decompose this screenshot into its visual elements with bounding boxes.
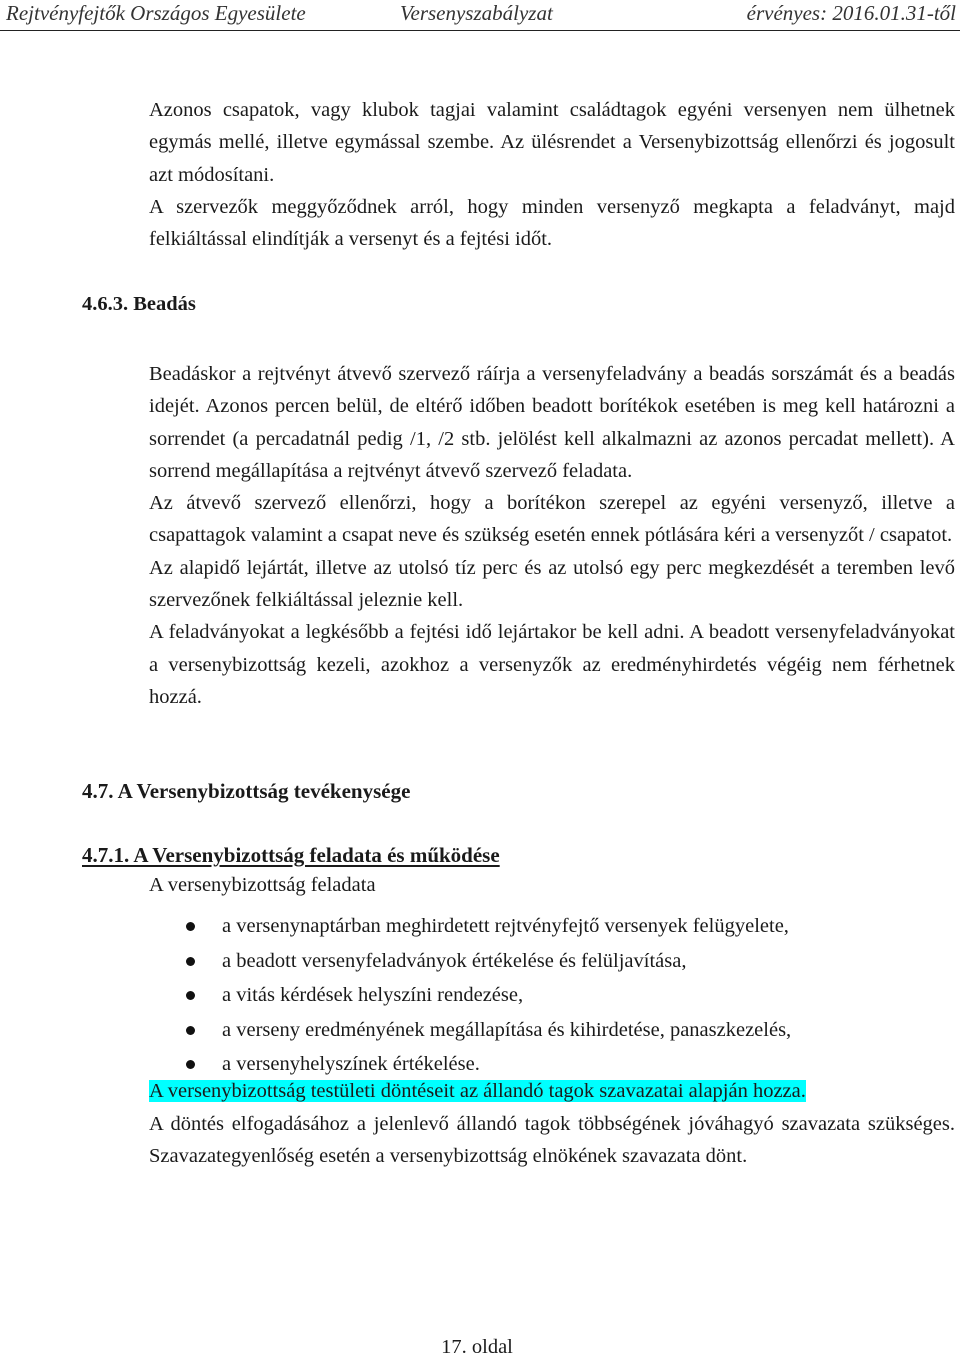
- section-heading-4-7: 4.7. A Versenybizottság tevékenysége: [82, 779, 411, 803]
- header-organization: Rejtvényfejtők Országos Egyesülete: [6, 1, 306, 25]
- bullet-icon: [186, 991, 195, 1000]
- intro-block: [149, 94, 955, 255]
- highlighted-sentence: A versenybizottság testületi döntéseit az állandó tagok szavazatai alapján hozza.: [149, 1080, 806, 1102]
- submission-block: [149, 358, 955, 713]
- bullet-icon: [186, 1060, 195, 1069]
- list-item: a beadott versenyfeladványok értékelése és felüljavítása,: [0, 944, 791, 979]
- submission-paragraph: Beadáskor a rejtvényt átvevő szervező ráírja a versenyfeladvány a beadás sorszámát és a beadás idejét. Azonos percen belül, de eltérő időben beadott borítékok esetében is meg kell határozni a sorrendet (a percadatnál pedig /1, /2 stb. jelölést kell alkalmazni az azonos percadat mellett). A sorrend megállapítása a rejtvényt átvevő szervező feladata.: [149, 363, 955, 482]
- list-item: a versenyhelyszínek értékelése.: [0, 1047, 791, 1082]
- seating-paragraph: Azonos csapatok, vagy klubok tagjai valamint családtagok egyéni versenyen nem ülhetnek egymás mellé, illetve egymással szembe. Az ülésrendet a Versenybizottság ellenőrzi és jogosult azt módosítani.: [149, 99, 955, 186]
- start-paragraph: A szervezők meggyőződnek arról, hogy minden versenyző megkapta a feladványt, majd felkiáltással elindítják a versenyt és a fejtési időt.: [149, 195, 955, 251]
- envelope-check-paragraph: Az átvevő szervező ellenőrzi, hogy a borítékon szerepel az egyéni versenyző, illetve a csapattagok valamint a csapat neve és szükség esetén ennek pótlására kéri a versenyzőt / csapatot.: [149, 492, 955, 547]
- header-validity: érvényes: 2016.01.31-től: [746, 1, 956, 25]
- list-item: a versenynaptárban meghirdetett rejtvényfejtő versenyek felügyelete,: [0, 909, 791, 944]
- time-announcement-paragraph: Az alapidő lejártát, illetve az utolsó tíz perc és az utolsó egy perc megkezdését a teremben levő szervezőnek felkiáltással jeleznie kell.: [149, 556, 955, 612]
- header-document-title: Versenyszabályzat: [400, 1, 553, 25]
- decision-paragraph: A döntés elfogadásához a jelenlevő állandó tagok többségének jóváhagyó szavazata szükséges. Szavazategyenlőség esetén a versenybizottság elnökének szavazata dönt.: [149, 1112, 955, 1168]
- section-heading-4-6-3: 4.6.3. Beadás: [82, 293, 196, 315]
- decision-block: [149, 1075, 955, 1173]
- bullet-icon: [186, 922, 195, 931]
- bullet-icon: [186, 1026, 195, 1035]
- duties-list: [0, 909, 791, 1082]
- duties-subtitle: A versenybizottság feladata: [149, 874, 376, 896]
- deadline-paragraph: A feladványokat a legkésőbb a fejtési idő lejártakor be kell adni. A beadott versenyfeladványokat a versenybizottság kezeli, azokhoz a versenyzők az eredményhirdetés végéig nem férhetnek hozzá.: [149, 621, 955, 708]
- bullet-icon: [186, 957, 195, 966]
- list-item: a vitás kérdések helyszíni rendezése,: [0, 978, 791, 1013]
- page-header: [0, 0, 960, 31]
- section-heading-4-7-1: 4.7.1. A Versenybizottság feladata és működése: [82, 843, 500, 867]
- list-item: a verseny eredményének megállapítása és kihirdetése, panaszkezelés,: [0, 1013, 791, 1048]
- page-number: 17. oldal: [441, 1336, 513, 1358]
